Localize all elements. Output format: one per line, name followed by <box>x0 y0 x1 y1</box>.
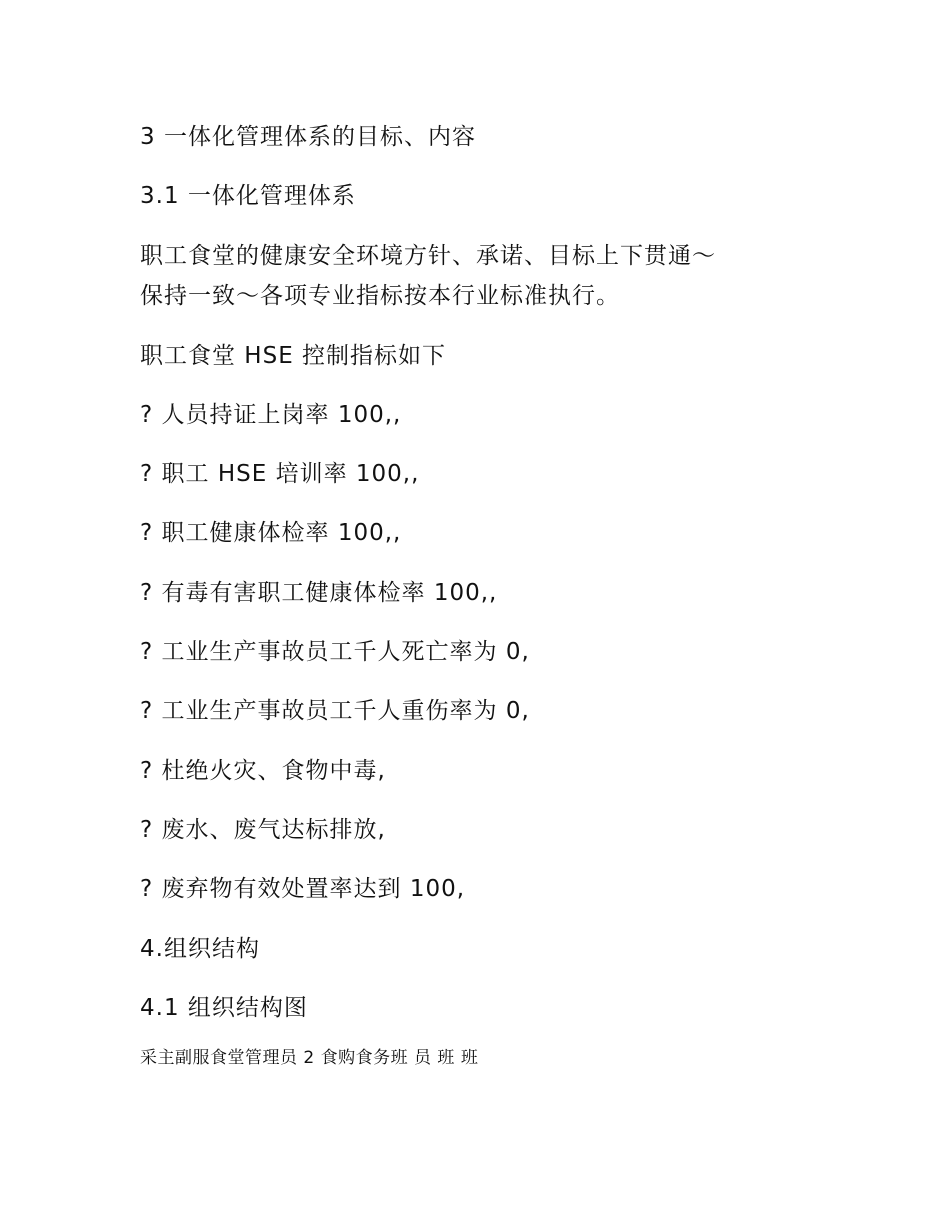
section-heading-3-1: 3.1 一体化管理体系 <box>140 183 356 209</box>
list-item: ? 有毒有害职工健康体检率 100,, <box>140 580 498 606</box>
list-item: ? 废弃物有效处置率达到 100, <box>140 876 466 902</box>
section-heading-3: 3 一体化管理体系的目标、内容 <box>140 124 476 150</box>
list-item: ? 工业生产事故员工千人重伤率为 0, <box>140 698 530 724</box>
paragraph-hse-indicators: 职工食堂 HSE 控制指标如下 <box>140 343 447 369</box>
list-item: ? 工业生产事故员工千人死亡率为 0, <box>140 639 530 665</box>
list-item: ? 杜绝火灾、食物中毒, <box>140 758 386 784</box>
org-chart-text: 采主副服食堂管理员 2 食购食务班 员 班 班 <box>140 1048 479 1068</box>
list-item: ? 职工健康体检率 100,, <box>140 520 402 546</box>
section-heading-4-1: 4.1 组织结构图 <box>140 995 308 1021</box>
list-item: ? 废水、废气达标排放, <box>140 817 386 843</box>
section-heading-4: 4.组织结构 <box>140 936 260 962</box>
paragraph-policy-line-1: 职工食堂的健康安全环境方针、承诺、目标上下贯通～ <box>140 243 716 269</box>
list-item: ? 职工 HSE 培训率 100,, <box>140 461 420 487</box>
paragraph-policy-line-2: 保持一致～各项专业指标按本行业标准执行。 <box>140 283 620 309</box>
list-item: ? 人员持证上岗率 100,, <box>140 402 402 428</box>
